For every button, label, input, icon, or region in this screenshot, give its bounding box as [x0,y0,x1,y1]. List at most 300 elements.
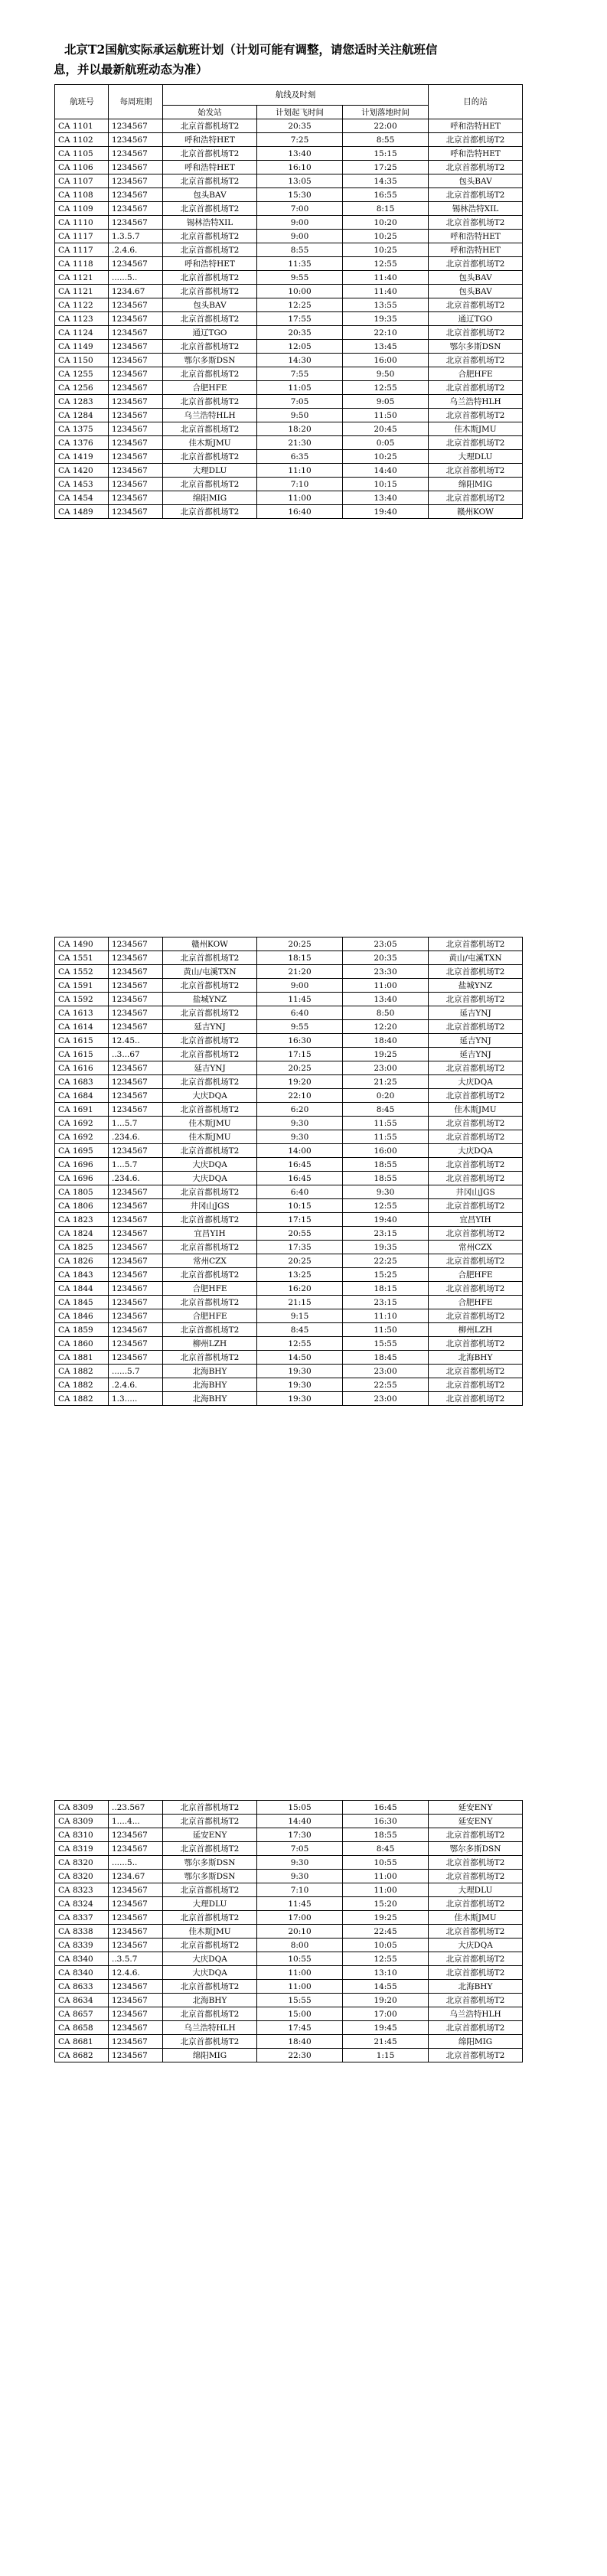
dep-time-cell: 9:00 [257,216,343,230]
destination-cell: 大理DLU [429,1883,523,1897]
dep-time-cell: 11:35 [257,257,343,271]
destination-cell: 宜昌YIH [429,1213,523,1227]
arr-time-cell: 8:15 [343,202,429,216]
destination-cell: 佳木斯JMU [429,1103,523,1117]
header-flight-no: 航班号 [55,85,109,119]
weekly-cell: 1234567 [109,450,163,464]
dep-time-cell: 18:20 [257,422,343,436]
arr-time-cell: 18:45 [343,1351,429,1365]
origin-cell: 北京首都机场T2 [163,147,257,161]
table-row [55,1061,523,1075]
weekly-cell: 1234567 [109,326,163,340]
destination-cell: 延吉YNJ [429,1034,523,1048]
weekly-cell: ......5.. [109,271,163,285]
destination-cell: 延安ENY [429,1815,523,1828]
destination-cell: 赣州KOW [429,505,523,519]
destination-cell: 佳木斯JMU [429,422,523,436]
arr-time-cell: 11:40 [343,285,429,298]
table-row [55,1870,523,1883]
weekly-cell: ..3...67 [109,1048,163,1061]
page-title [54,40,582,80]
weekly-cell: 1234567 [109,1075,163,1089]
arr-time-cell: 13:40 [343,993,429,1006]
table-row [55,1227,523,1241]
weekly-cell: 1....4... [109,1815,163,1828]
table-row [55,2049,523,2062]
arr-time-cell: 8:45 [343,1103,429,1117]
table-row [55,133,523,147]
arr-time-cell: 21:45 [343,2035,429,2049]
table-row [55,1254,523,1268]
table-row [55,1815,523,1828]
table-row [55,993,523,1006]
dep-time-cell: 7:00 [257,202,343,216]
table-row [55,1883,523,1897]
origin-cell: 井冈山JGS [163,1199,257,1213]
dep-time-cell: 21:30 [257,436,343,450]
arr-time-cell: 19:40 [343,1213,429,1227]
dep-time-cell: 17:30 [257,1828,343,1842]
flight-no-cell: CA 8319 [55,1842,109,1856]
destination-cell: 北京首都机场T2 [429,326,523,340]
destination-cell: 北京首都机场T2 [429,1130,523,1144]
weekly-cell: ..3.5.7 [109,1952,163,1966]
arr-time-cell: 13:10 [343,1966,429,1980]
origin-cell: 北京首都机场T2 [163,1103,257,1117]
destination-cell: 常州CZX [429,1241,523,1254]
table-row [55,381,523,395]
destination-cell: 北京首都机场T2 [429,1254,523,1268]
weekly-cell: 1234567 [109,367,163,381]
origin-cell: 包头BAV [163,298,257,312]
weekly-cell: .234.6. [109,1130,163,1144]
dep-time-cell: 12:55 [257,1337,343,1351]
table-row [55,937,523,951]
dep-time-cell: 20:25 [257,1254,343,1268]
destination-cell: 佳木斯JMU [429,1911,523,1925]
origin-cell: 北京首都机场T2 [163,1939,257,1952]
arr-time-cell: 10:05 [343,1939,429,1952]
origin-cell: 大庆DQA [163,1158,257,1172]
origin-cell: 盐城YNZ [163,993,257,1006]
dep-time-cell: 6:40 [257,1006,343,1020]
flight-no-cell: CA 1490 [55,937,109,951]
table-row [55,1842,523,1856]
flight-no-cell: CA 1375 [55,422,109,436]
weekly-cell: 1234567 [109,1842,163,1856]
weekly-cell: 1234567 [109,1883,163,1897]
table-row [55,1296,523,1309]
destination-cell: 呼和浩特HET [429,230,523,243]
weekly-cell: 1234567 [109,161,163,174]
origin-cell: 北京首都机场T2 [163,1911,257,1925]
dep-time-cell: 12:25 [257,298,343,312]
table-row [55,367,523,381]
origin-cell: 北京首都机场T2 [163,1801,257,1815]
destination-cell: 井冈山JGS [429,1185,523,1199]
table-row [55,436,523,450]
origin-cell: 北京首都机场T2 [163,951,257,965]
dep-time-cell: 19:20 [257,1075,343,1089]
weekly-cell: 1234567 [109,478,163,491]
origin-cell: 北海BHY [163,1392,257,1406]
arr-time-cell: 15:55 [343,1337,429,1351]
origin-cell: 合肥HFE [163,1282,257,1296]
arr-time-cell: 23:15 [343,1227,429,1241]
table-row [55,1089,523,1103]
table-row [55,1351,523,1365]
table-row [55,1172,523,1185]
weekly-cell: 1234.67 [109,285,163,298]
weekly-cell: 1234567 [109,2007,163,2021]
arr-time-cell: 23:00 [343,1061,429,1075]
weekly-cell: 1234567 [109,979,163,993]
header-weekly: 每周班期 [109,85,163,119]
weekly-cell: 1234567 [109,1296,163,1309]
arr-time-cell: 11:40 [343,271,429,285]
origin-cell: 北京首都机场T2 [163,478,257,491]
dep-time-cell: 7:10 [257,1883,343,1897]
dep-time-cell: 20:55 [257,1227,343,1241]
dep-time-cell: 9:30 [257,1870,343,1883]
flight-no-cell: CA 1284 [55,409,109,422]
weekly-cell: 1234567 [109,133,163,147]
arr-time-cell: 10:25 [343,243,429,257]
table-row [55,1213,523,1227]
flight-no-cell: CA 1283 [55,395,109,409]
dep-time-cell: 9:55 [257,1020,343,1034]
origin-cell: 北京首都机场T2 [163,1815,257,1828]
origin-cell: 绵阳MIG [163,491,257,505]
weekly-cell: 1234567 [109,340,163,354]
weekly-cell: 1.3..... [109,1392,163,1406]
weekly-cell: 1234567 [109,119,163,133]
weekly-cell: ......5.7 [109,1365,163,1378]
origin-cell: 佳木斯JMU [163,1925,257,1939]
arr-time-cell: 13:40 [343,491,429,505]
destination-cell: 锡林浩特XIL [429,202,523,216]
origin-cell: 北京首都机场T2 [163,119,257,133]
dep-time-cell: 7:10 [257,478,343,491]
origin-cell: 合肥HFE [163,1309,257,1323]
weekly-cell: 1234567 [109,1309,163,1323]
dep-time-cell: 22:30 [257,2049,343,2062]
weekly-cell: 1234567 [109,381,163,395]
destination-cell: 大庆DQA [429,1075,523,1089]
origin-cell: 北京首都机场T2 [163,1006,257,1020]
weekly-cell: 1234567 [109,1254,163,1268]
arr-time-cell: 8:45 [343,1842,429,1856]
origin-cell: 佳木斯JMU [163,436,257,450]
flight-no-cell: CA 1616 [55,1061,109,1075]
arr-time-cell: 12:20 [343,1020,429,1034]
arr-time-cell: 17:25 [343,161,429,174]
arr-time-cell: 22:00 [343,119,429,133]
flight-no-cell: CA 1150 [55,354,109,367]
flight-no-cell: CA 1684 [55,1089,109,1103]
origin-cell: 北京首都机场T2 [163,1144,257,1158]
weekly-cell: 1234.67 [109,1870,163,1883]
destination-cell: 呼和浩特HET [429,147,523,161]
origin-cell: 北京首都机场T2 [163,1213,257,1227]
flight-no-cell: CA 1824 [55,1227,109,1241]
weekly-cell: 1...5.7 [109,1117,163,1130]
origin-cell: 北京首都机场T2 [163,422,257,436]
dep-time-cell: 11:05 [257,381,343,395]
origin-cell: 北京首都机场T2 [163,2007,257,2021]
table-row [55,1185,523,1199]
weekly-cell: 1234567 [109,1337,163,1351]
arr-time-cell: 17:00 [343,2007,429,2021]
destination-cell: 呼和浩特HET [429,243,523,257]
origin-cell: 北京首都机场T2 [163,1034,257,1048]
destination-cell: 合肥HFE [429,367,523,381]
dep-time-cell: 9:50 [257,409,343,422]
flight-no-cell: CA 1149 [55,340,109,354]
weekly-cell: 1234567 [109,1199,163,1213]
dep-time-cell: 13:05 [257,174,343,188]
dep-time-cell: 17:35 [257,1241,343,1254]
arr-time-cell: 23:15 [343,1296,429,1309]
arr-time-cell: 11:00 [343,979,429,993]
flight-no-cell: CA 8634 [55,1994,109,2007]
destination-cell: 北京首都机场T2 [429,1994,523,2007]
weekly-cell: 1234567 [109,1323,163,1337]
arr-time-cell: 19:35 [343,312,429,326]
origin-cell: 北京首都机场T2 [163,979,257,993]
flight-no-cell: CA 1552 [55,965,109,979]
destination-cell: 北海BHY [429,1351,523,1365]
dep-time-cell: 20:25 [257,1061,343,1075]
weekly-cell: 1234567 [109,174,163,188]
table-header-row [55,85,523,106]
table-body [55,119,523,519]
title-line-1: 北京T2国航实际承运航班计划（计划可能有调整，请您适时关注航班信 [64,42,438,57]
destination-cell: 绵阳MIG [429,478,523,491]
flight-no-cell: CA 1615 [55,1034,109,1048]
destination-cell: 大庆DQA [429,1939,523,1952]
origin-cell: 北京首都机场T2 [163,1842,257,1856]
origin-cell: 北京首都机场T2 [163,243,257,257]
dep-time-cell: 9:30 [257,1117,343,1130]
origin-cell: 乌兰浩特HLH [163,2021,257,2035]
destination-cell: 鄂尔多斯DSN [429,340,523,354]
flight-no-cell: CA 1255 [55,367,109,381]
origin-cell: 北海BHY [163,1994,257,2007]
table-row [55,1952,523,1966]
weekly-cell: 1234567 [109,1006,163,1020]
origin-cell: 北京首都机场T2 [163,1075,257,1089]
header-arr-time: 计划落地时间 [343,106,429,119]
destination-cell: 北京首都机场T2 [429,257,523,271]
arr-time-cell: 8:50 [343,1006,429,1020]
dep-time-cell: 17:55 [257,312,343,326]
weekly-cell: 1234567 [109,354,163,367]
destination-cell: 北京首都机场T2 [429,937,523,951]
dep-time-cell: 13:25 [257,1268,343,1282]
weekly-cell: 1234567 [109,409,163,422]
weekly-cell: 1234567 [109,436,163,450]
arr-time-cell: 16:55 [343,188,429,202]
origin-cell: 北京首都机场T2 [163,450,257,464]
origin-cell: 黄山/屯溪TXN [163,965,257,979]
table-row [55,1980,523,1994]
origin-cell: 北京首都机场T2 [163,1268,257,1282]
dep-time-cell: 14:40 [257,1815,343,1828]
origin-cell: 北京首都机场T2 [163,202,257,216]
flight-no-cell: CA 8339 [55,1939,109,1952]
table-row [55,1103,523,1117]
weekly-cell: 1234567 [109,1061,163,1075]
flight-no-cell: CA 8340 [55,1966,109,1980]
dep-time-cell: 9:30 [257,1856,343,1870]
flight-no-cell: CA 1692 [55,1130,109,1144]
origin-cell: 大庆DQA [163,1966,257,1980]
destination-cell: 延吉YNJ [429,1006,523,1020]
weekly-cell: ..23.567 [109,1801,163,1815]
origin-cell: 北京首都机场T2 [163,1351,257,1365]
destination-cell: 鄂尔多斯DSN [429,1842,523,1856]
flight-no-cell: CA 1376 [55,436,109,450]
flight-no-cell: CA 1860 [55,1337,109,1351]
flight-no-cell: CA 1108 [55,188,109,202]
destination-cell: 北京首都机场T2 [429,354,523,367]
table-row [55,1323,523,1337]
destination-cell: 北京首都机场T2 [429,993,523,1006]
origin-cell: 北京首都机场T2 [163,1296,257,1309]
weekly-cell: 1234567 [109,188,163,202]
weekly-cell: ......5.. [109,1856,163,1870]
arr-time-cell: 16:45 [343,1801,429,1815]
arr-time-cell: 0:05 [343,436,429,450]
destination-cell: 北京首都机场T2 [429,436,523,450]
arr-time-cell: 11:00 [343,1870,429,1883]
destination-cell: 黄山/屯溪TXN [429,951,523,965]
table-row [55,1268,523,1282]
arr-time-cell: 22:45 [343,1925,429,1939]
table-row [55,1144,523,1158]
flight-no-cell: CA 1591 [55,979,109,993]
weekly-cell: 1234567 [109,312,163,326]
origin-cell: 包头BAV [163,188,257,202]
destination-cell: 北京首都机场T2 [429,1117,523,1130]
destination-cell: 北京首都机场T2 [429,1020,523,1034]
origin-cell: 合肥HFE [163,381,257,395]
arr-time-cell: 21:25 [343,1075,429,1089]
origin-cell: 北京首都机场T2 [163,312,257,326]
flight-no-cell: CA 1419 [55,450,109,464]
dep-time-cell: 15:05 [257,1801,343,1815]
destination-cell: 北京首都机场T2 [429,2021,523,2035]
dep-time-cell: 9:55 [257,271,343,285]
flight-no-cell: CA 1107 [55,174,109,188]
origin-cell: 鄂尔多斯DSN [163,1856,257,1870]
destination-cell: 包头BAV [429,271,523,285]
destination-cell: 北京首都机场T2 [429,216,523,230]
table-body [55,937,523,1406]
flight-schedule-table-2 [54,937,523,1406]
flight-schedule-table-1 [54,84,523,519]
flight-no-cell: CA 8320 [55,1856,109,1870]
destination-cell: 北京首都机场T2 [429,161,523,174]
flight-no-cell: CA 1454 [55,491,109,505]
flight-no-cell: CA 8340 [55,1952,109,1966]
dep-time-cell: 7:05 [257,395,343,409]
table-row [55,409,523,422]
origin-cell: 北京首都机场T2 [163,1185,257,1199]
arr-time-cell: 8:55 [343,133,429,147]
origin-cell: 鄂尔多斯DSN [163,1870,257,1883]
table-row [55,965,523,979]
flight-no-cell: CA 1256 [55,381,109,395]
flight-no-cell: CA 1105 [55,147,109,161]
weekly-cell: 1234567 [109,491,163,505]
table-row [55,1241,523,1254]
flight-no-cell: CA 1106 [55,161,109,174]
origin-cell: 北京首都机场T2 [163,174,257,188]
table-row [55,161,523,174]
dep-time-cell: 10:00 [257,285,343,298]
flight-no-cell: CA 1882 [55,1365,109,1378]
arr-time-cell: 19:35 [343,1241,429,1254]
dep-time-cell: 15:55 [257,1994,343,2007]
table-row [55,1911,523,1925]
dep-time-cell: 14:50 [257,1351,343,1365]
flight-no-cell: CA 1805 [55,1185,109,1199]
destination-cell: 乌兰浩特HLH [429,395,523,409]
dep-time-cell: 9:00 [257,979,343,993]
header-schedule-group: 航线及时刻 [163,85,429,106]
dep-time-cell: 21:15 [257,1296,343,1309]
origin-cell: 绵阳MIG [163,2049,257,2062]
flight-no-cell: CA 8657 [55,2007,109,2021]
table-row [55,2007,523,2021]
flight-no-cell: CA 1117 [55,243,109,257]
flight-no-cell: CA 8320 [55,1870,109,1883]
weekly-cell: 1234567 [109,1925,163,1939]
dep-time-cell: 19:30 [257,1392,343,1406]
flight-no-cell: CA 1121 [55,285,109,298]
weekly-cell: 1234567 [109,1185,163,1199]
destination-cell: 北京首都机场T2 [429,1227,523,1241]
origin-cell: 北京首都机场T2 [163,2035,257,2049]
origin-cell: 大庆DQA [163,1952,257,1966]
arr-time-cell: 11:50 [343,1323,429,1337]
weekly-cell: 1234567 [109,505,163,519]
dep-time-cell: 11:00 [257,1980,343,1994]
table-body [55,1801,523,2062]
dep-time-cell: 11:00 [257,1966,343,1980]
arr-time-cell: 23:05 [343,937,429,951]
table-row [55,1130,523,1144]
destination-cell: 北京首都机场T2 [429,1856,523,1870]
flight-no-cell: CA 8309 [55,1801,109,1815]
table-row [55,1006,523,1020]
table-row [55,491,523,505]
dep-time-cell: 16:30 [257,1034,343,1048]
arr-time-cell: 15:15 [343,147,429,161]
flight-no-cell: CA 1453 [55,478,109,491]
table-row [55,202,523,216]
flight-no-cell: CA 1124 [55,326,109,340]
arr-time-cell: 12:55 [343,381,429,395]
arr-time-cell: 0:20 [343,1089,429,1103]
weekly-cell: 1234567 [109,1020,163,1034]
destination-cell: 北京首都机场T2 [429,1392,523,1406]
weekly-cell: 1...5.7 [109,1158,163,1172]
dep-time-cell: 8:00 [257,1939,343,1952]
weekly-cell: 1234567 [109,2049,163,2062]
